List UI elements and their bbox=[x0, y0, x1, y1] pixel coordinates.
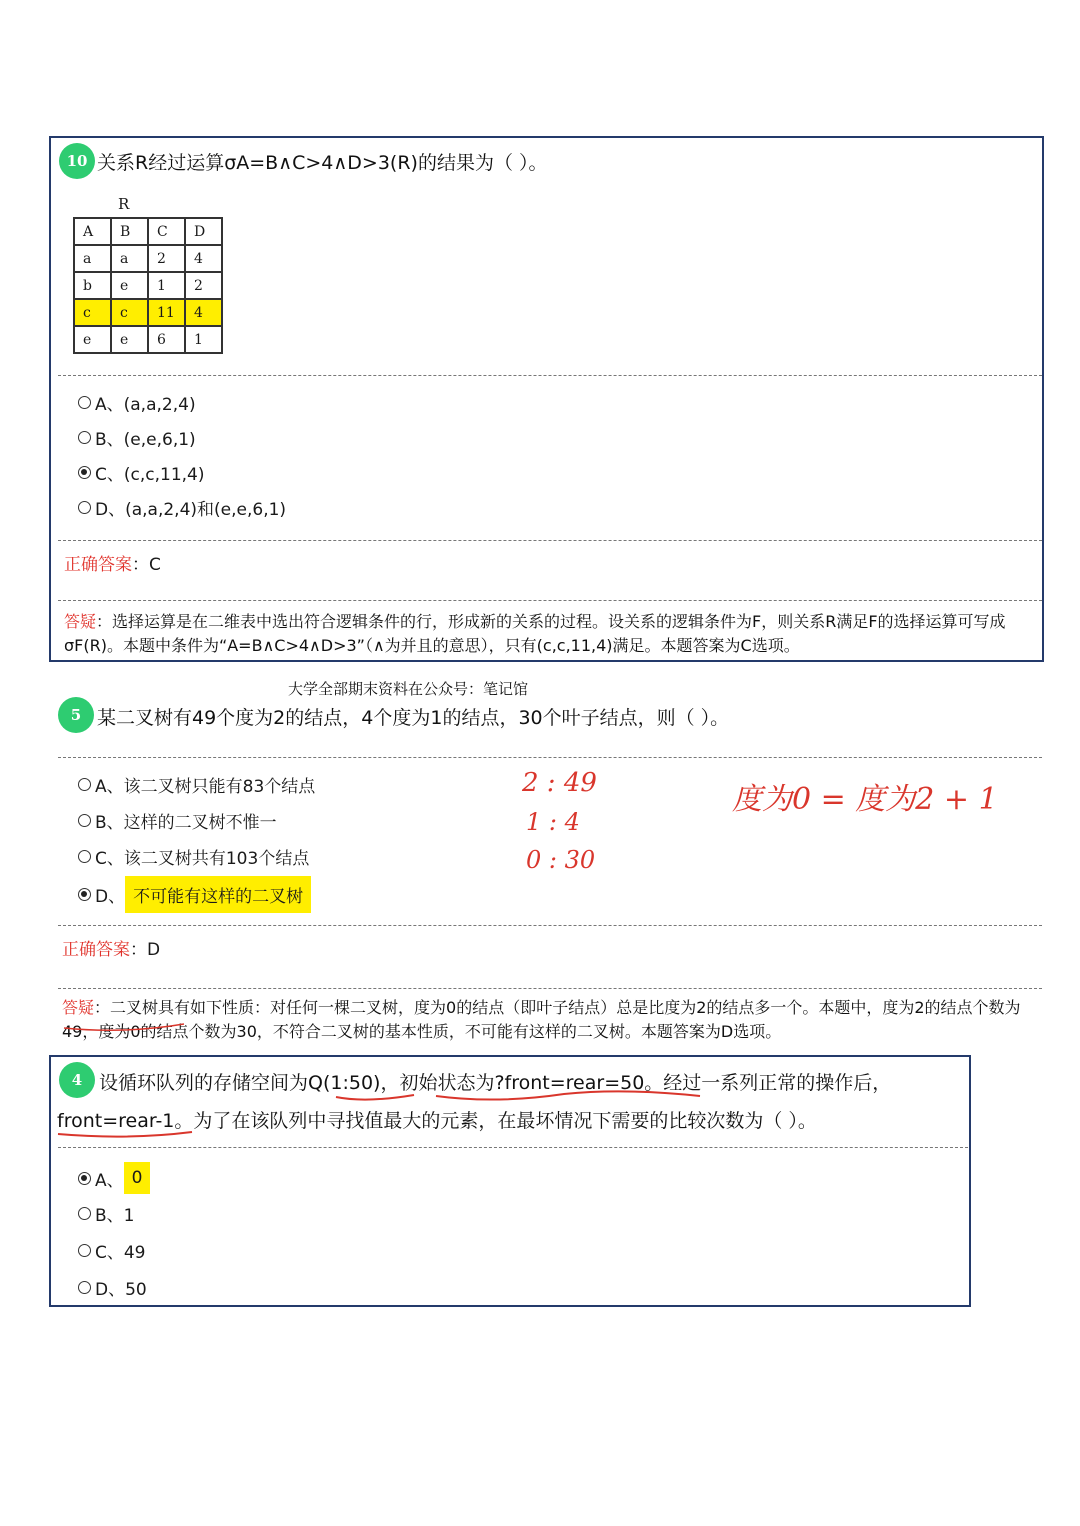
radio-icon[interactable] bbox=[78, 1244, 91, 1257]
highlighted-answer: 不可能有这样的二叉树 bbox=[125, 876, 311, 913]
underline-mark bbox=[336, 1095, 414, 1100]
table-cell: 4 bbox=[185, 299, 222, 326]
table-cell: c bbox=[74, 299, 111, 326]
table-cell: 2 bbox=[185, 272, 222, 299]
option-label: B、1 bbox=[95, 1206, 135, 1226]
table-cell: 4 bbox=[185, 245, 222, 272]
explanation-label: 答疑 bbox=[64, 612, 97, 631]
option-label: A、该二叉树只能有83个结点 bbox=[95, 777, 316, 797]
q4-option-b[interactable] bbox=[78, 1201, 134, 1226]
promo-note: 大学全部期末资料在公众号：笔记馆 bbox=[288, 680, 529, 698]
table-cell: a bbox=[74, 245, 111, 272]
table-cell: b bbox=[74, 272, 111, 299]
table-cell: 1 bbox=[185, 326, 222, 353]
relation-name: R bbox=[118, 195, 130, 213]
question-10-badge: 10 bbox=[59, 143, 95, 179]
table-cell: a bbox=[111, 245, 148, 272]
table-cell: c bbox=[111, 299, 148, 326]
option-label: D、(a,a,2,4)和(e,e,6,1) bbox=[95, 500, 287, 520]
table-cell: C bbox=[148, 218, 185, 245]
q4-option-c[interactable] bbox=[78, 1238, 146, 1263]
question-4-badge: 4 bbox=[59, 1062, 95, 1098]
handwritten-note-degree-0: 0 : 30 bbox=[526, 846, 596, 874]
answer-label: 正确答案 bbox=[64, 555, 132, 575]
underline-mark bbox=[58, 1132, 192, 1137]
table-cell: 2 bbox=[148, 245, 185, 272]
q4-option-a[interactable] bbox=[78, 1162, 150, 1194]
option-label: A、(a,a,2,4) bbox=[95, 395, 196, 415]
table-cell: A bbox=[74, 218, 111, 245]
divider bbox=[58, 1147, 968, 1148]
answer-value: ：C bbox=[132, 555, 161, 575]
underline-mark bbox=[436, 1091, 700, 1099]
handwritten-formula: 度为0 = 度为2 + 1 bbox=[732, 782, 998, 817]
handwritten-note-degree-2: 2 : 49 bbox=[522, 768, 597, 798]
option-label: B、这样的二叉树不惟一 bbox=[95, 813, 277, 833]
radio-checked-icon[interactable] bbox=[78, 1172, 91, 1185]
option-label: C、49 bbox=[95, 1243, 146, 1263]
question-4-line-1: 设循环队列的存储空间为Q(1:50)，初始状态为?front=rear=50。经过一系列正常的操作后， bbox=[99, 1072, 892, 1094]
table-cell: D bbox=[185, 218, 222, 245]
question-5-text: 某二叉树有49个度为2的结点，4个度为1的结点，30个叶子结点，则（ ）。 bbox=[97, 707, 730, 729]
table-cell: 1 bbox=[148, 272, 185, 299]
radio-icon[interactable] bbox=[78, 1207, 91, 1220]
explanation-text: ：选择运算是在二维表中选出符合逻辑条件的行，形成新的关系的过程。设关系的逻辑条件为F，则关系R满足F的选择运算可写成σF(R)。本题中条件为“A=B∧C>4∧D>3”（∧为并且的意思），只有(c,c,11,4)满足。本题答案为C选项。 bbox=[64, 612, 1006, 655]
highlighted-answer: 0 bbox=[124, 1162, 151, 1194]
explanation-label: 答疑 bbox=[62, 998, 95, 1017]
answer-label: 正确答案 bbox=[62, 940, 130, 960]
answer-value: ：D bbox=[130, 940, 161, 960]
option-label: B、(e,e,6,1) bbox=[95, 430, 196, 450]
question-5-badge: 5 bbox=[58, 697, 94, 733]
table-cell: 6 bbox=[148, 326, 185, 353]
table-cell: 11 bbox=[148, 299, 185, 326]
option-label: C、该二叉树共有103个结点 bbox=[95, 849, 310, 869]
option-label: D、50 bbox=[95, 1280, 147, 1300]
option-label: C、(c,c,11,4) bbox=[95, 465, 205, 485]
underline-mark bbox=[64, 1024, 184, 1030]
question-4-line-2: front=rear-1。为了在该队列中寻找值最大的元素，在最坏情况下需要的比较次数为（ ）。 bbox=[57, 1110, 817, 1132]
q4-option-d[interactable] bbox=[78, 1275, 147, 1300]
table-cell: e bbox=[74, 326, 111, 353]
option-label: A、 bbox=[95, 1170, 124, 1191]
table-cell: e bbox=[111, 326, 148, 353]
table-cell: e bbox=[111, 272, 148, 299]
radio-icon[interactable] bbox=[78, 1281, 91, 1294]
handwritten-note-degree-1: 1 : 4 bbox=[526, 808, 580, 836]
explanation-text: ：二叉树具有如下性质：对任何一棵二叉树，度为0的结点（即叶子结点）总是比度为2的结点多一个。本题中，度为2的结点个数为49，度为0的结点个数为30，不符合二叉树的基本性质，不可能有这样的二叉树。本题答案为D选项。 bbox=[62, 998, 1021, 1041]
option-label: D、 bbox=[95, 887, 126, 907]
question-10-text: 关系R经过运算σA=B∧C>4∧D>3(R)的结果为（ ）。 bbox=[97, 152, 548, 174]
table-cell: B bbox=[111, 218, 148, 245]
